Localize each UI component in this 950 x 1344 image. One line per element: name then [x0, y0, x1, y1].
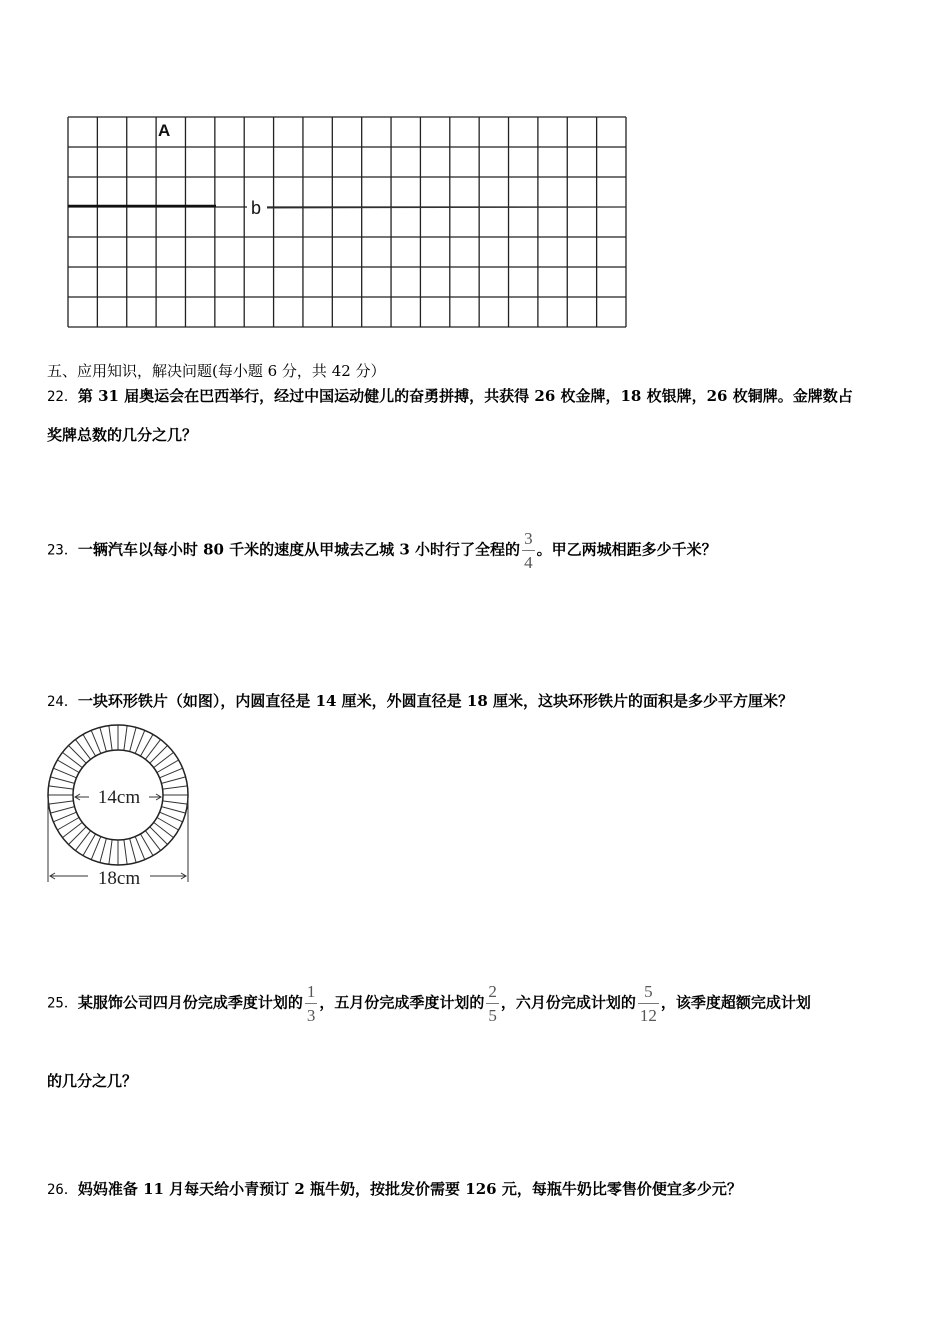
- ring-diagram: [44, 718, 194, 888]
- question-25-line1: [47, 983, 811, 1024]
- ring-spoke: [53, 768, 76, 778]
- ring-spoke: [154, 822, 174, 837]
- question-24-text: 一块环形铁片（如图），内圆直径是 14 厘米，外圆直径是 18 厘米，这块环形铁片的面积是多少平方厘米？: [77, 692, 794, 710]
- ring-spoke: [145, 831, 160, 851]
- question-22-line1: [47, 385, 853, 406]
- ring-spoke: [91, 730, 101, 753]
- ring-spoke: [141, 734, 154, 756]
- ring-spoke: [161, 777, 185, 783]
- ring-spoke: [145, 739, 160, 759]
- question-24: [47, 690, 793, 711]
- ring-spoke: [83, 834, 96, 856]
- ring-spoke: [150, 827, 168, 845]
- ring-spoke: [100, 727, 106, 751]
- ring-spoke: [157, 818, 179, 831]
- ring-spoke: [62, 752, 82, 767]
- ring-spoke: [75, 831, 90, 851]
- fraction-numerator: 1: [306, 982, 316, 1001]
- question-23-text-after: 。甲乙两城相距多少千米？: [536, 540, 717, 559]
- ring-spoke: [49, 801, 74, 804]
- question-25-part3: ，六月份完成计划的: [500, 993, 636, 1012]
- ring-spoke: [141, 834, 154, 856]
- question-25-part4: ，该季度超额完成计划: [660, 993, 811, 1012]
- ring-spoke: [50, 777, 74, 783]
- ring-spoke: [135, 837, 145, 860]
- fraction-numerator: 3: [524, 529, 533, 548]
- question-25-part2: ，五月份完成季度计划的: [319, 993, 485, 1012]
- question-22-number: 22．: [47, 389, 78, 405]
- ring-spoke: [83, 734, 96, 756]
- grid-figure: [66, 115, 628, 329]
- question-23-number: 23．: [47, 542, 78, 559]
- ring-spoke: [124, 840, 127, 865]
- ring-spoke: [157, 760, 179, 773]
- ring-spoke: [69, 746, 87, 764]
- ring-spoke: [75, 739, 90, 759]
- fraction-5-12: [638, 983, 659, 1024]
- ring-spoke: [154, 752, 174, 767]
- fraction-numerator: 2: [488, 982, 497, 1001]
- grid-label-a: A: [158, 121, 171, 140]
- ring-spoke: [160, 812, 183, 822]
- ring-spoke: [161, 807, 185, 813]
- question-23: [47, 530, 717, 571]
- ring-spoke: [100, 838, 106, 862]
- fraction-2-5: [486, 983, 499, 1024]
- fraction-denominator: 12: [638, 1003, 659, 1024]
- question-25-line2: 的几分之几？: [47, 1072, 138, 1090]
- ring-spoke: [109, 726, 112, 751]
- ring-spoke: [91, 837, 101, 860]
- question-24-number: 24．: [47, 694, 78, 710]
- ring-spoke: [163, 801, 188, 804]
- fraction-3-4: [522, 530, 535, 571]
- ring-spoke: [57, 818, 79, 831]
- question-25-number: 25．: [47, 995, 78, 1012]
- ring-spoke: [50, 807, 74, 813]
- fraction-1-3: [305, 983, 318, 1024]
- ring-spoke: [150, 746, 168, 764]
- question-23-text-before: 一辆汽车以每小时 80 千米的速度从甲城去乙城 3 小时行了全程的: [77, 540, 521, 559]
- fraction-denominator: 5: [486, 1003, 499, 1024]
- ring-spoke: [163, 786, 188, 789]
- ring-spoke: [130, 838, 136, 862]
- ring-spoke: [124, 726, 127, 751]
- question-26: [47, 1178, 742, 1199]
- ring-spoke: [135, 730, 145, 753]
- ring-figure: [44, 718, 194, 888]
- question-22-line2: 奖牌总数的几分之几？: [47, 426, 198, 444]
- fraction-denominator: 3: [305, 1003, 318, 1024]
- question-26-number: 26．: [47, 1182, 78, 1198]
- grid-diagram: [66, 115, 628, 329]
- ring-spoke: [57, 760, 79, 773]
- question-25-part1: 某服饰公司四月份完成季度计划的: [77, 993, 303, 1012]
- ring-spoke: [62, 822, 82, 837]
- inner-diameter-label: 14cm: [97, 787, 141, 808]
- fraction-denominator: 4: [522, 550, 535, 571]
- ring-spoke: [49, 786, 74, 789]
- fraction-numerator: 5: [644, 982, 653, 1001]
- ring-spoke: [109, 840, 112, 865]
- ring-spoke: [160, 768, 183, 778]
- ring-spoke: [130, 727, 136, 751]
- ring-spoke: [69, 827, 87, 845]
- question-26-text: 妈妈准备 11 月每天给小青预订 2 瓶牛奶，按批发价需要 126 元，每瓶牛奶比零售价便宜多少元？: [77, 1180, 742, 1198]
- outer-diameter-label: 18cm: [97, 868, 141, 888]
- section-title: 五、应用知识，解决问题(每小题 6 分，共 42 分）: [47, 362, 386, 380]
- grid-label-b: b: [251, 198, 262, 218]
- question-22-text: 第 31 届奥运会在巴西举行，经过中国运动健儿的奋勇拼搏，共获得 26 枚金牌，18 枚银牌，26 枚铜牌。金牌数占: [77, 387, 853, 405]
- ring-spoke: [53, 812, 76, 822]
